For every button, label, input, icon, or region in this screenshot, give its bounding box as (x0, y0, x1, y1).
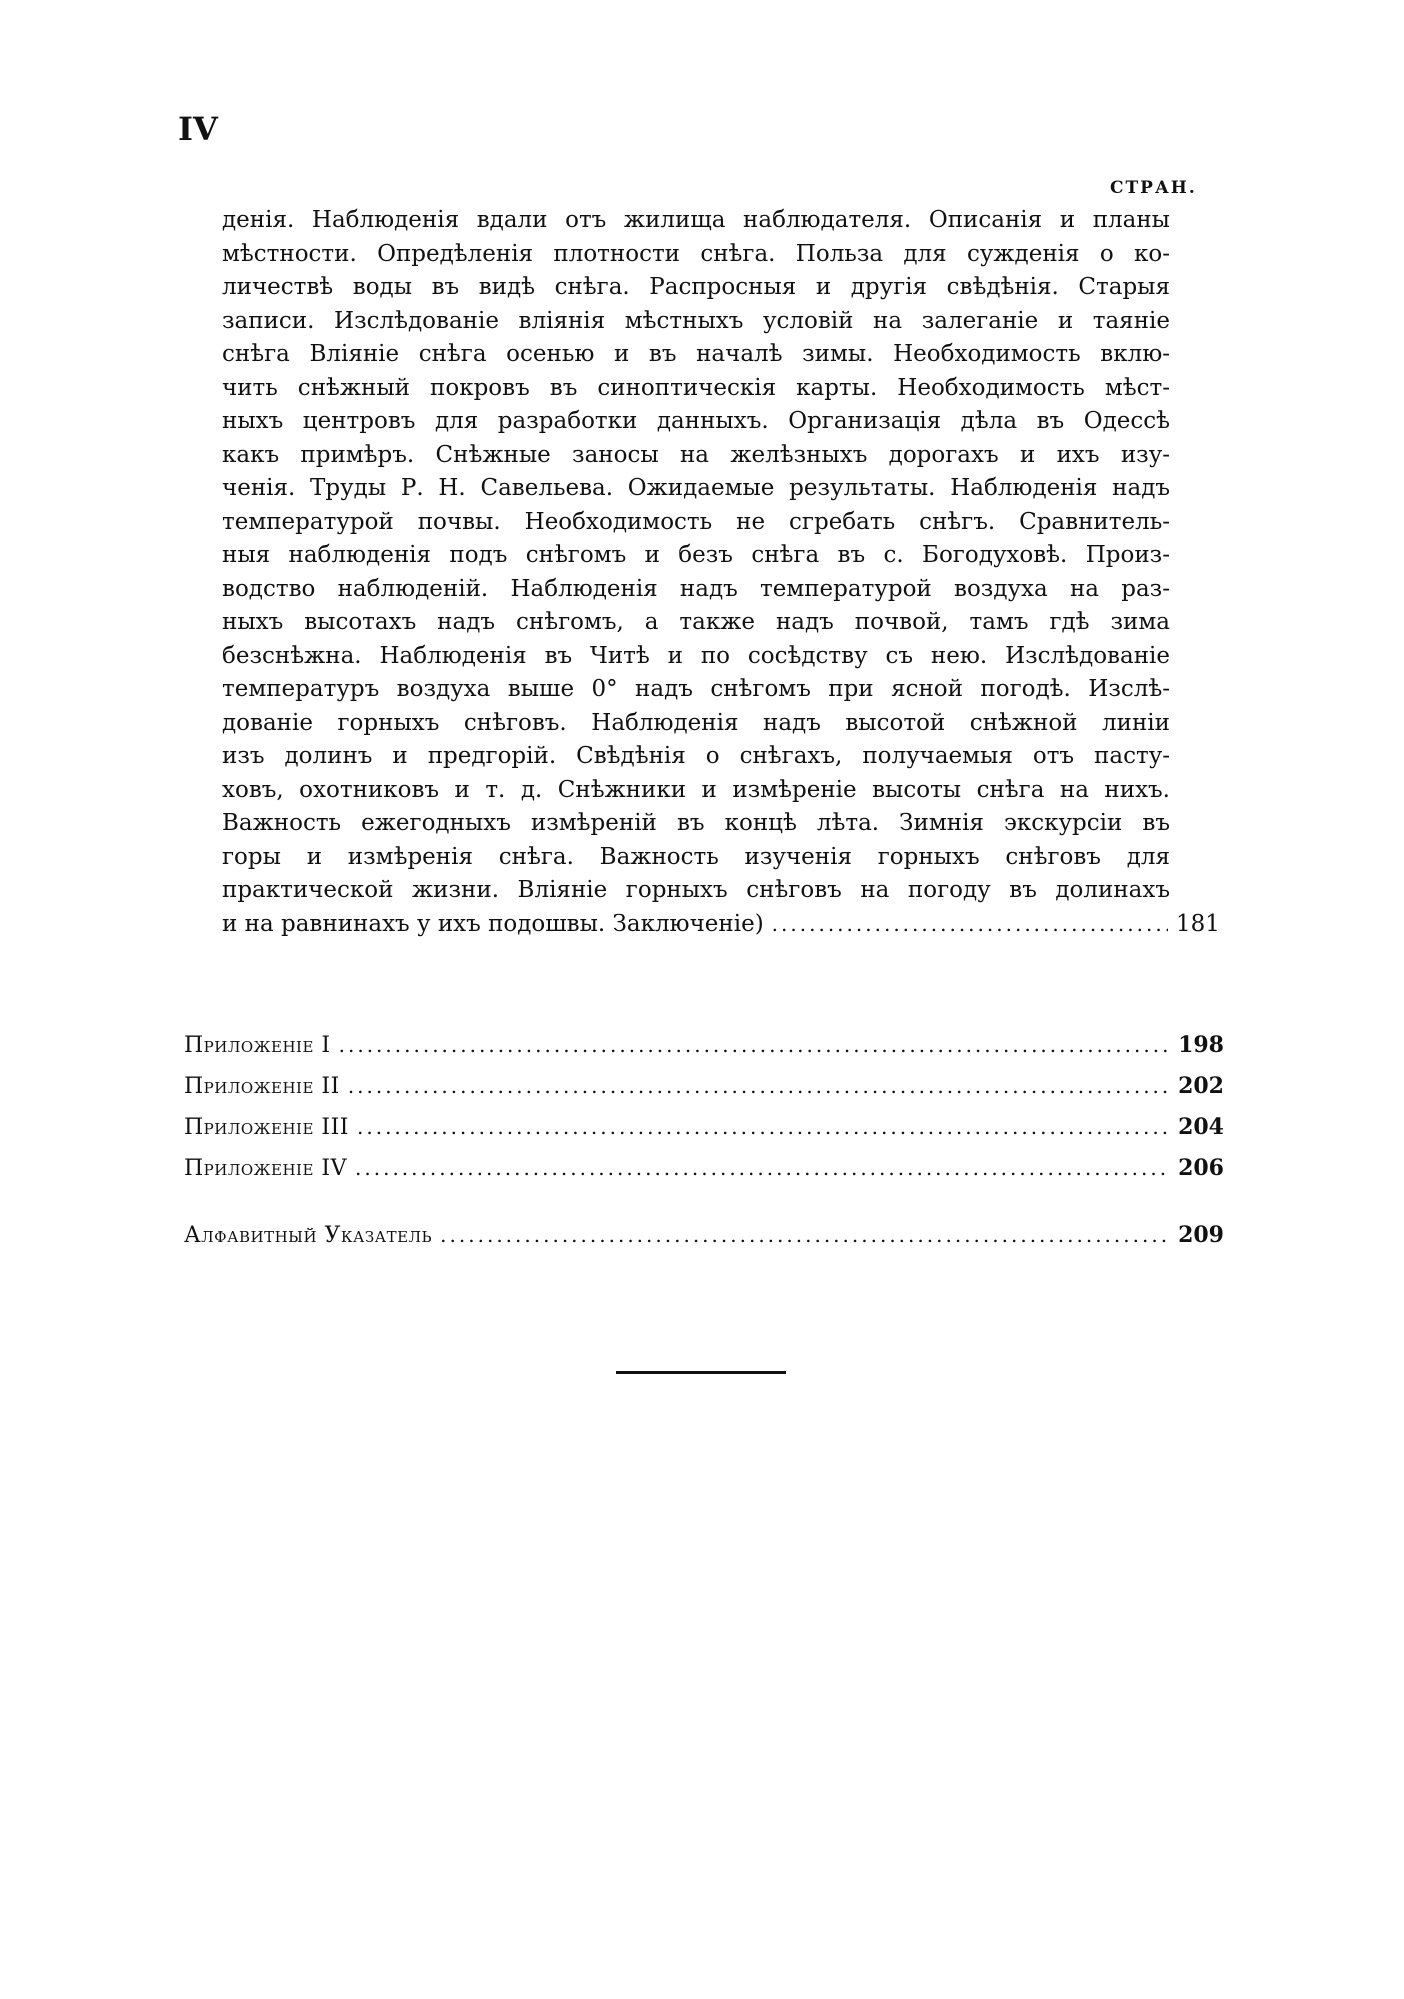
toc-text-line: денія. Наблюденія вдали отъ жилища наблюдателя. Описанія и планы (222, 207, 1170, 233)
toc-last-line (222, 908, 1222, 942)
page-number: IV (178, 110, 218, 148)
page-column-header: СТРАН. (1110, 178, 1197, 198)
toc-entry-appendix-3 (184, 1107, 1224, 1148)
toc-entry-appendix-1 (184, 1025, 1224, 1066)
toc-text-line: практической жизни. Вліяніе горныхъ снѣговъ на погоду въ долинахъ (222, 877, 1170, 903)
toc-text-line: ховъ, охотниковъ и т. д. Снѣжники и измѣреніе высоты снѣга на нихъ. (222, 776, 1170, 803)
toc-page-number: 204 (1178, 1114, 1224, 1140)
toc-entry-label: Приложеніе I (184, 1033, 331, 1058)
dot-leader (339, 1025, 1170, 1066)
dot-leader (440, 1215, 1170, 1256)
toc-text-line: чить снѣжный покровъ въ синоптическія карты. Необходимость мѣст- (222, 374, 1170, 401)
toc-text-line: ныхъ высотахъ надъ снѣгомъ, а также надъ почвой, тамъ гдѣ зима (222, 609, 1170, 635)
toc-text-line: ченія. Труды Р. Н. Савельева. Ожидаемые результаты. Наблюденія надъ (222, 475, 1170, 501)
dot-leader (357, 1107, 1170, 1148)
toc-text-line: ныя наблюденія подъ снѣгомъ и безъ снѣга въ с. Богодуховѣ. Произ- (222, 542, 1170, 568)
toc-page-number: 181 (1176, 910, 1220, 937)
dot-leader (355, 1148, 1170, 1189)
dot-leader (348, 1066, 1170, 1107)
closing-rule (616, 1371, 786, 1374)
toc-entry-label: Приложеніе IV (184, 1156, 348, 1181)
toc-text-line: записи. Изслѣдованіе вліянія мѣстныхъ условій на залеганіе и таяніе (222, 307, 1170, 334)
toc-entry-appendix-4 (184, 1148, 1224, 1189)
toc-text-line: дованіе горныхъ снѣговъ. Наблюденія надъ высотой снѣжной линіи (222, 709, 1170, 736)
toc-entry-label: Приложеніе III (184, 1115, 349, 1140)
toc-page-number: 198 (1178, 1032, 1224, 1058)
toc-text-line: изъ долинъ и предгорій. Свѣдѣнія о снѣгахъ, получаемыя отъ пасту- (222, 743, 1170, 769)
toc-text-line: личествѣ воды въ видѣ снѣга. Распросныя и другія свѣдѣнія. Старыя (222, 274, 1170, 300)
toc-text-line: температурой почвы. Необходимость не сгребать снѣгъ. Сравнитель- (222, 508, 1170, 535)
toc-text-line: снѣга Вліяніе снѣга осенью и въ началѣ зимы. Необходимость вклю- (222, 341, 1170, 367)
toc-entry-alphabetical-index (184, 1215, 1224, 1256)
toc-last-line-text: и на равнинахъ у ихъ подошвы. Заключеніе) (222, 910, 764, 937)
toc-text-line: Важность ежегодныхъ измѣреній въ концѣ лѣта. Зимнія экскурсіи въ (222, 810, 1170, 836)
appendix-list (184, 1025, 1224, 1256)
toc-entry-label: Приложеніе II (184, 1074, 340, 1099)
toc-text-line: горы и измѣренія снѣга. Важность изученія горныхъ снѣговъ для (222, 843, 1170, 870)
toc-chapter-description (222, 204, 1220, 941)
toc-text-line: ныхъ центровъ для разработки данныхъ. Организація дѣла въ Одессѣ (222, 408, 1170, 434)
toc-entry-label: Алфавитный Указатель (184, 1223, 433, 1248)
toc-entry-appendix-2 (184, 1066, 1224, 1107)
toc-text-line: водство наблюденій. Наблюденія надъ температурой воздуха на раз- (222, 575, 1170, 602)
toc-text-line: безснѣжна. Наблюденія въ Читѣ и по сосѣдству съ нею. Изслѣдованіе (222, 642, 1170, 669)
toc-page-number: 209 (1178, 1222, 1224, 1248)
toc-page-number: 202 (1178, 1073, 1224, 1099)
toc-text-line: мѣстности. Опредѣленія плотности снѣга. Польза для сужденія о ко- (222, 240, 1170, 267)
toc-text-line: температуръ воздуха выше 0° надъ снѣгомъ при ясной погодѣ. Изслѣ- (222, 676, 1170, 702)
dot-leader (772, 908, 1168, 942)
toc-text-line: какъ примѣръ. Снѣжные заносы на желѣзныхъ дорогахъ и ихъ изу- (222, 441, 1170, 468)
toc-page-number: 206 (1178, 1155, 1224, 1181)
